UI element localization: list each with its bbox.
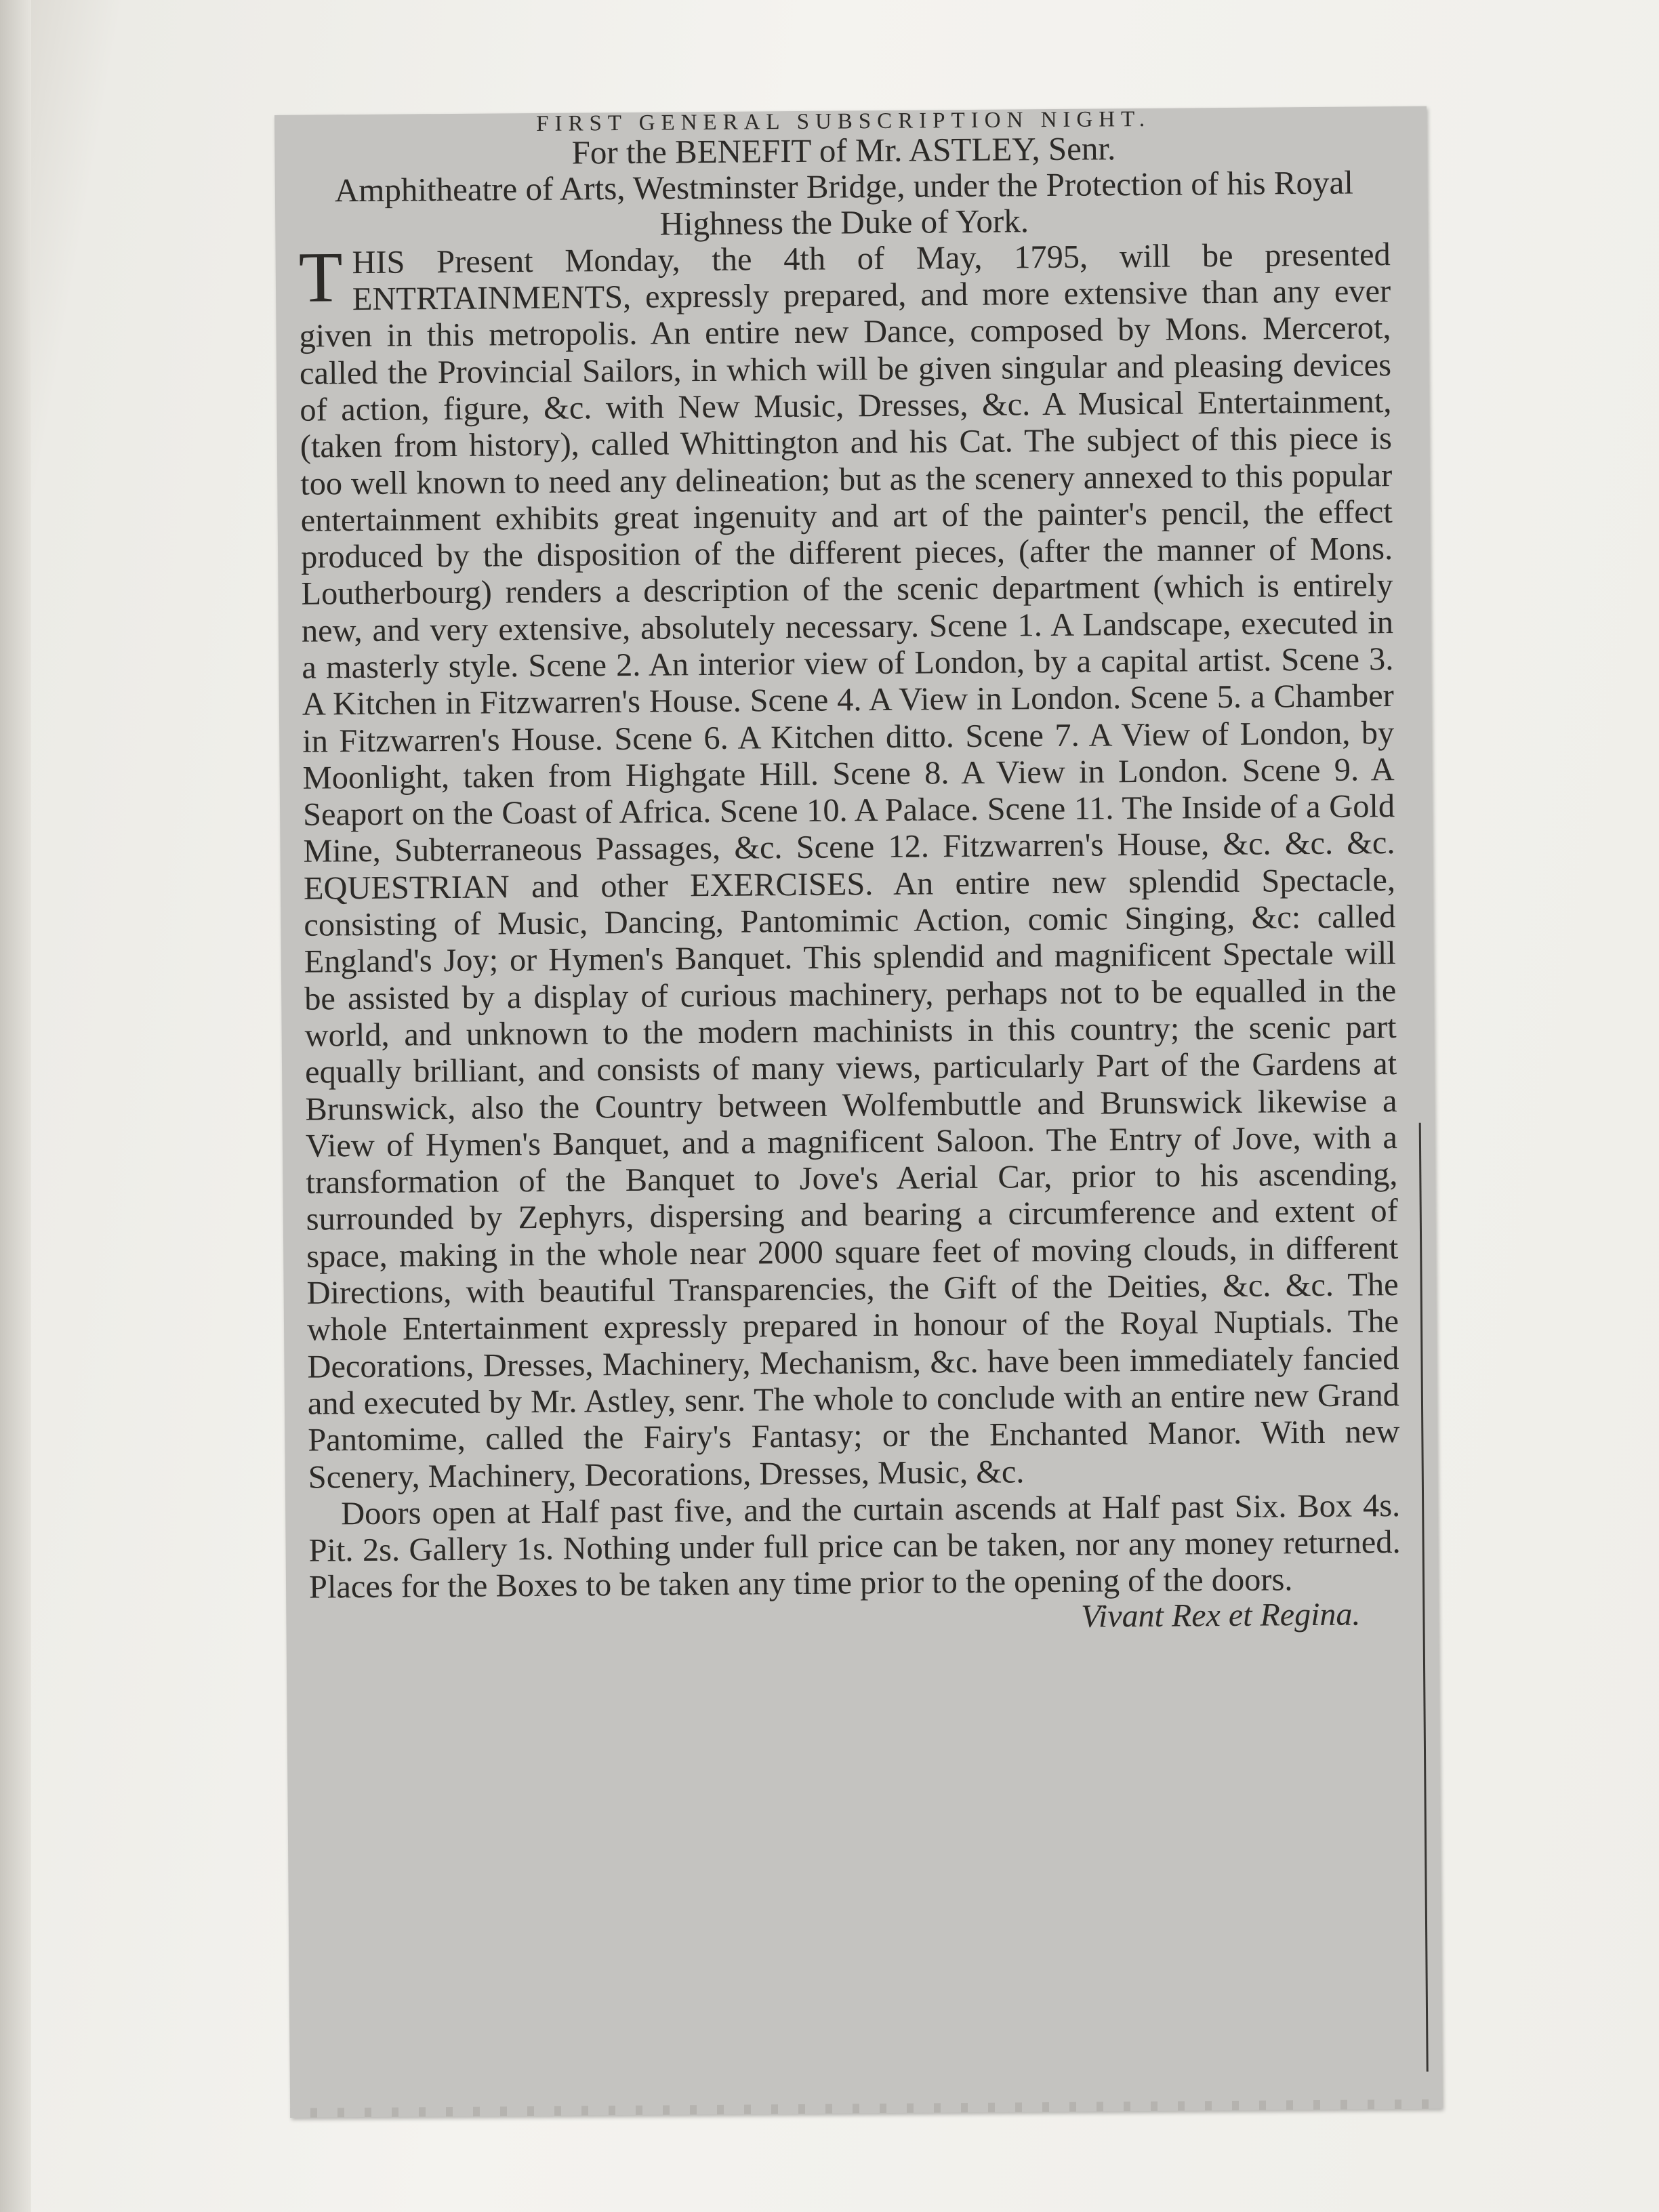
subscription-night-heading: FIRST GENERAL SUBSCRIPTION NIGHT.	[536, 106, 1151, 136]
newspaper-clipping	[274, 106, 1442, 2118]
benefit-heading: For the BENEFIT of Mr. ASTLEY, Senr.	[571, 129, 1116, 171]
main-paragraph	[299, 237, 1400, 1496]
closing-motto: Vivant Rex et Regina.	[1080, 1596, 1361, 1635]
page-spine-edge	[0, 0, 31, 2212]
paragraph-2-text: Doors open at Half past five, and the curtain ascends at Half past Six. Box 4s. Pit. 2s. Gallery 1s. Nothing under full price can be taken, nor any money returned. Places for the Boxes to be taken any time prior to the opening of the doors.	[308, 1487, 1401, 1606]
paragraph-1-text: HIS Present Monday, the 4th of May, 1795, will be presented ENTRTAINMENTS, expressly prepared, and more extensive than any ever given in this metropolis. An entire new Dance, composed by Mons. Mercerot, called the Provincial Sailors, in which will be given singular and pleasing devices of action, figure, &c. with New Music, Dresses, &c. A Musical Entertainment, (taken from history), called Whittington and his Cat. The subject of this piece is too well known to need any delineation; but as the scenery annexed to this popular entertainment exhibits great ingenuity and art of the painter's pencil, the effect produced by the disposition of the different pieces, (after the manner of Mons. Loutherbourg) renders a description of the scenic department (which is entirely new, and very extensive, absolutely necessary. Scene 1. A Landscape, executed in a masterly style. Scene 2. An interior view of London, by a capital artist. Scene 3. A Kitchen in Fitzwarren's House. Scene 4. A View in London. Scene 5. a Chamber in Fitzwarren's House. Scene 6. A Kitchen ditto. Scene 7. A View of London, by Moonlight, taken from Highgate Hill. Scene 8. A View in London. Scene 9. A Seaport on the Coast of Africa. Scene 10. A Palace. Scene 11. The Inside of a Gold Mine, Subterraneous Passages, &c. Scene 12. Fitzwarren's House, &c. &c. &c. EQUESTRIAN and other EXERCISES. An entire new splendid Spectacle, consisting of Music, Dancing, Pantomimic Action, comic Singing, &c: called England's Joy; or Hymen's Banquet. This splendid and magnificent Spectale will be assisted by a display of curious machinery, perhaps not to be equalled in the world, and unknown to the modern machinists in this country; the scenic part equally brilliant, and consists of many views, particularly Part of the Gardens at Brunswick, also the Country between Wolfembuttle and Brunswick likewise a View of Hymen's Banquet, and a magnificent Saloon. The Entry of Jove, with a transformation of the Banquet to Jove's Aerial Car, prior to his ascending, surrounded by Zephyrs, dispersing and bearing a circumference and extent of space, making in the whole near 2000 square feet of moving clouds, in different Directions, with beautiful Transparencies, the Gift of the Deities, &c. &c. The whole Entertainment expressly prepared in honour of the Royal Nuptials. The Decorations, Dresses, Machinery, Mechanism, &c. have been immediately fancied and executed by Mr. Astley, senr. The whole to conclude with an entire new Grand Pantomime, called the Fairy's Fantasy; or the Enchanted Manor. With new Scenery, Machinery, Decorations, Dresses, Music, &c.	[299, 236, 1400, 1496]
admission-paragraph	[308, 1488, 1401, 1607]
column-rule	[1419, 1123, 1429, 2072]
drop-cap: T	[298, 237, 345, 317]
venue-heading: Amphitheatre of Arts, Westminster Bridge, under the Protection of his Royal Highness the Duke of York.	[334, 163, 1354, 243]
